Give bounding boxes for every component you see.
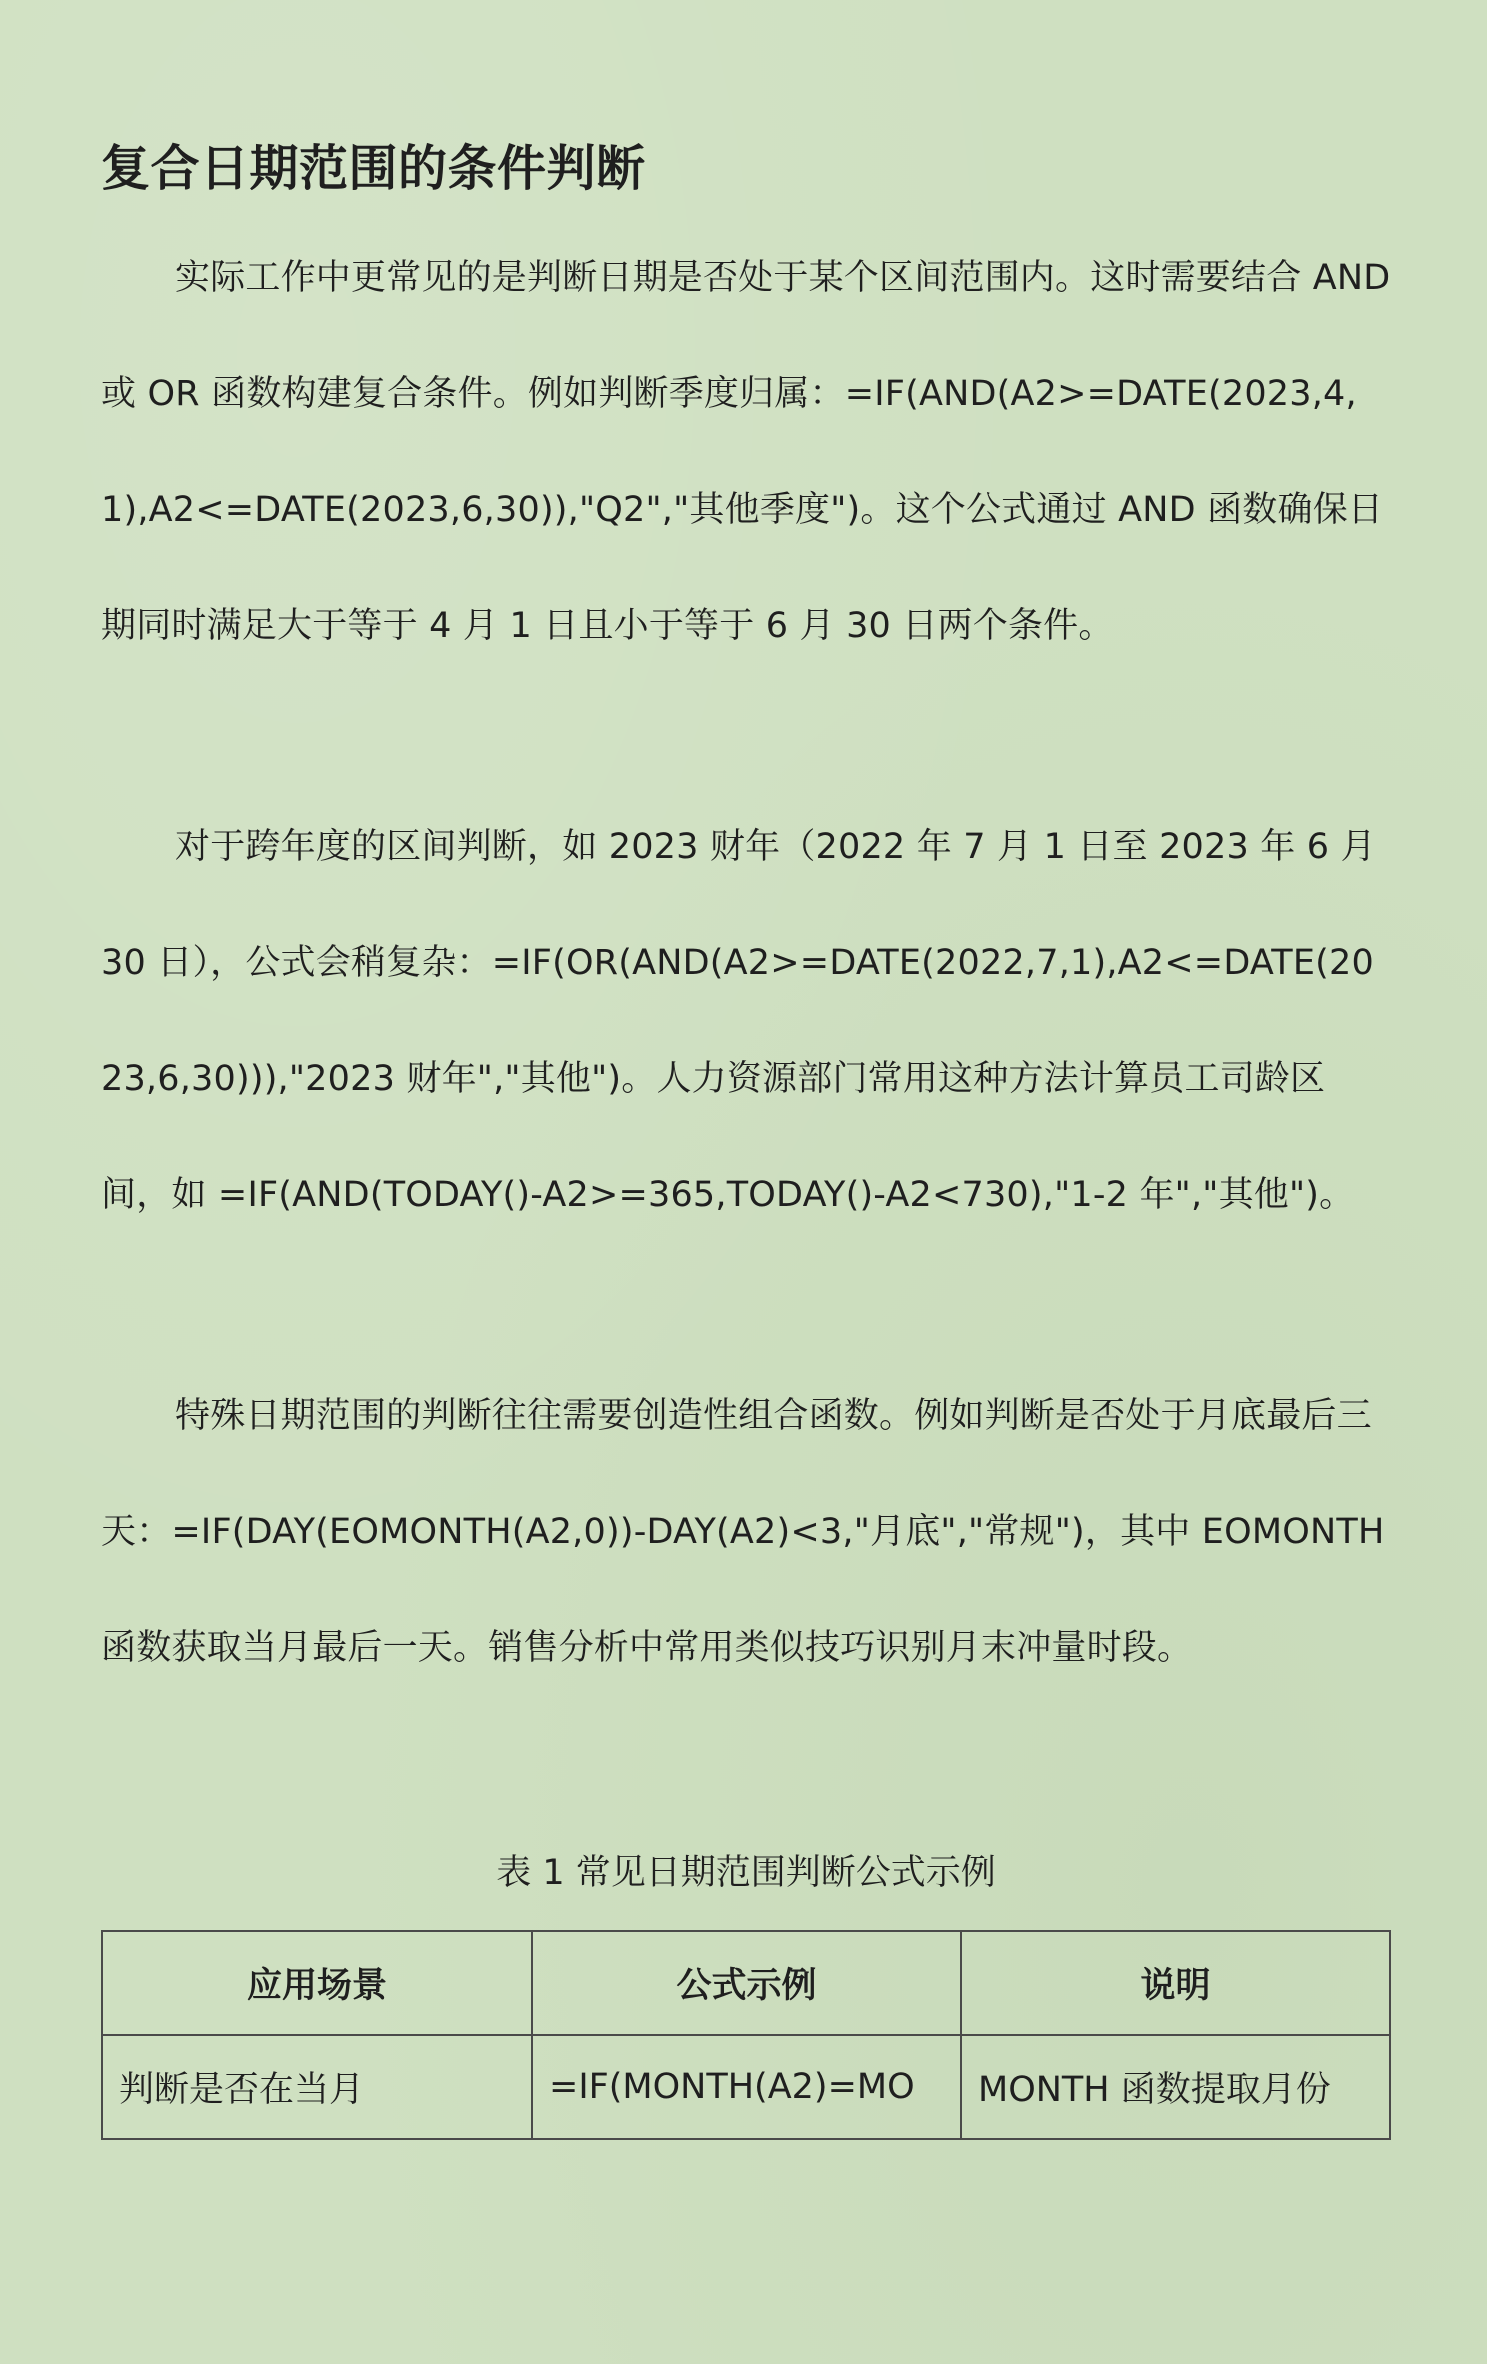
section-heading: 复合日期范围的条件判断 [101, 140, 646, 197]
header-description: 说明 [961, 1931, 1390, 2035]
paragraph-month-end: 特殊日期范围的判断往往需要创造性组合函数。例如判断是否处于月底最后三天：=IF(DAY(EOMONTH(A2,0))-DAY(A2)<3,"月底","常规")，其中 EOMONTH 函数获取当月最后一天。销售分析中常用类似技巧识别月末冲量时段。 [101, 1396, 1385, 1668]
header-formula: 公式示例 [532, 1931, 961, 2035]
table-caption: 表 1 常见日期范围判断公式示例 [496, 1853, 996, 1893]
paragraph-quarter-check: 实际工作中更常见的是判断日期是否处于某个区间范围内。这时需要结合 AND 或 OR 函数构建复合条件。例如判断季度归属：=IF(AND(A2>=DATE(2023,4,1),A2<=DATE(2023,6,30)),"Q2","其他季度")。这个公式通过 AND 函数确保日期同时满足大于等于 4 月 1 日且小于等于 6 月 30 日两个条件。 [101, 258, 1391, 646]
paragraph-fiscal-year: 对于跨年度的区间判断，如 2023 财年（2022 年 7 月 1 日至 2023 年 6 月 30 日），公式会稍复杂：=IF(OR(AND(A2>=DATE(2022,7,1),A2<=DATE(2023,6,30))),"2023 财年","其他")。人力资源部门常用这种方法计算员工司龄区间，如 =IF(AND(TODAY()-A2>=365,TODAY()-A2<730),"1-2 年","其他")。 [101, 827, 1376, 1215]
table-header-row [102, 1931, 1390, 2035]
cell-description: MONTH 函数提取月份 [961, 2035, 1390, 2139]
formula-examples-table [101, 1930, 1391, 2140]
cell-scenario: 判断是否在当月 [102, 2035, 532, 2139]
header-scenario: 应用场景 [102, 1931, 532, 2035]
cell-formula: =IF(MONTH(A2)=MO [532, 2035, 961, 2139]
table-row [102, 2035, 1390, 2139]
